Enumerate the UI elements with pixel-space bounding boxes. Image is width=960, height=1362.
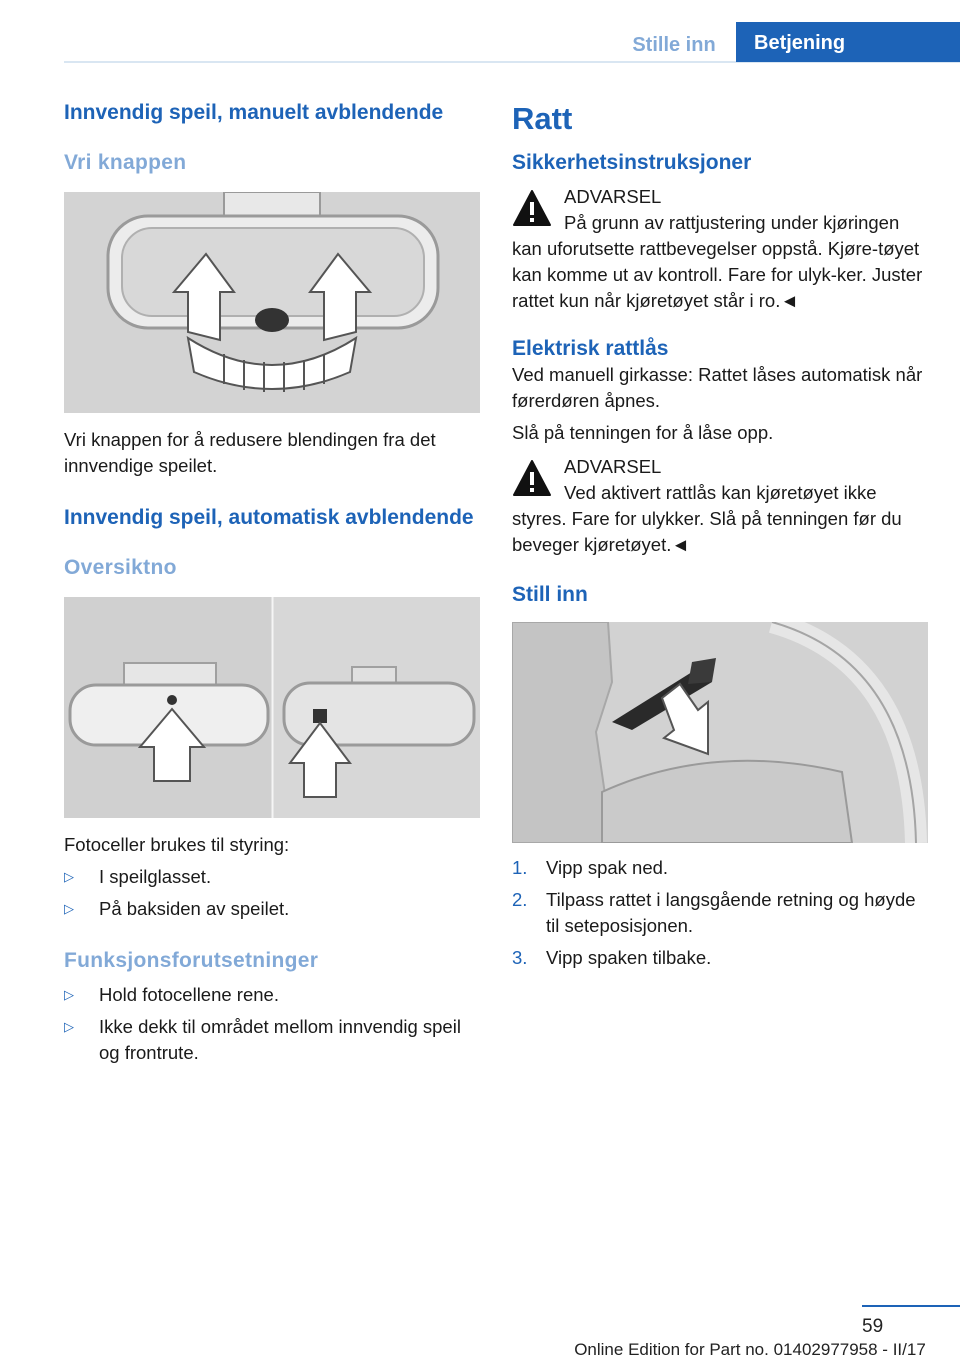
warning-title: ADVARSEL <box>564 456 662 477</box>
paragraph-photocells: Fotoceller brukes til styring: <box>64 834 290 855</box>
heading-safety: Sikkerhetsinstruksjoner <box>512 151 752 174</box>
triangle-bullet-icon: ▷ <box>64 869 74 884</box>
paragraph-lock-1: Ved manuell girkasse: Rattet låses automatisk når førerdøren åpnes. <box>512 364 923 411</box>
heading-function-requirements: Funksjonsforutsetninger <box>64 949 319 972</box>
warning-block <box>512 184 928 314</box>
left-column <box>64 100 480 1072</box>
paragraph-turn-knob: Vri knappen for å redusere blendingen fra det innvendige speilet. <box>64 429 436 476</box>
heading-auto-mirror: Innvendig speil, automatisk avblendende <box>64 506 474 529</box>
header-section[interactable]: Stille inn <box>632 34 716 56</box>
right-column <box>512 100 928 977</box>
paragraph-lock-2: Slå på tenningen for å låse opp. <box>512 422 774 443</box>
header-chapter-tab[interactable]: Betjening <box>736 22 960 62</box>
list-item: ▷ I speilglasset. <box>64 864 480 890</box>
list-item: ▷ Hold fotocellene rene. <box>64 982 480 1008</box>
list-item: 1. Vipp spak ned. <box>512 857 669 878</box>
footer-edition: Online Edition for Part no. 01402977958 - II/17 <box>574 1340 926 1359</box>
footer-rule <box>862 1305 960 1307</box>
steering-lever-illustration <box>512 622 928 843</box>
heading-steering-wheel: Ratt <box>512 101 573 136</box>
heading-manual-mirror: Innvendig speil, manuelt avblendende <box>64 101 444 124</box>
triangle-bullet-icon: ▷ <box>64 901 74 916</box>
page-number: 59 <box>862 1316 884 1337</box>
warning-text: På grunn av rattjustering under kjøringen kan uforutsette rattbevegelser oppstå. Kjøre‐tøyet kan komme ut av kontroll. Fare for ulyk‐ker. Juster rattet kun når kjøretøyet står i ro.◄ <box>512 212 923 311</box>
triangle-bullet-icon: ▷ <box>64 1019 74 1034</box>
heading-electric-lock: Elektrisk rattlås <box>512 337 669 360</box>
warning-block <box>512 454 928 558</box>
list-item: 2. Tilpass rattet i langsgående retning og høyde til seteposisjonen. <box>512 889 916 936</box>
heading-adjust: Still inn <box>512 583 588 606</box>
triangle-bullet-icon: ▷ <box>64 987 74 1002</box>
function-requirements-list <box>64 982 480 1066</box>
warning-title: ADVARSEL <box>564 186 662 207</box>
adjust-steps-list <box>512 855 928 971</box>
warning-triangle-icon <box>512 458 552 498</box>
heading-turn-knob: Vri knappen <box>64 151 187 174</box>
list-item: ▷ Ikke dekk til området mellom innvendig speil og frontrute. <box>64 1016 461 1063</box>
mirror-knob-illustration <box>64 192 480 413</box>
list-item: 3. Vipp spaken tilbake. <box>512 947 712 968</box>
warning-triangle-icon <box>512 188 552 228</box>
warning-text: Ved aktivert rattlås kan kjøretøyet ikke styres. Fare for ulykker. Slå på tenningen før du beveger kjøretøyet.◄ <box>512 482 902 555</box>
list-item: ▷ På baksiden av speilet. <box>64 896 480 922</box>
heading-overview: Oversiktno <box>64 556 177 579</box>
photocell-list <box>64 864 480 922</box>
photocell-illustration <box>64 597 480 818</box>
